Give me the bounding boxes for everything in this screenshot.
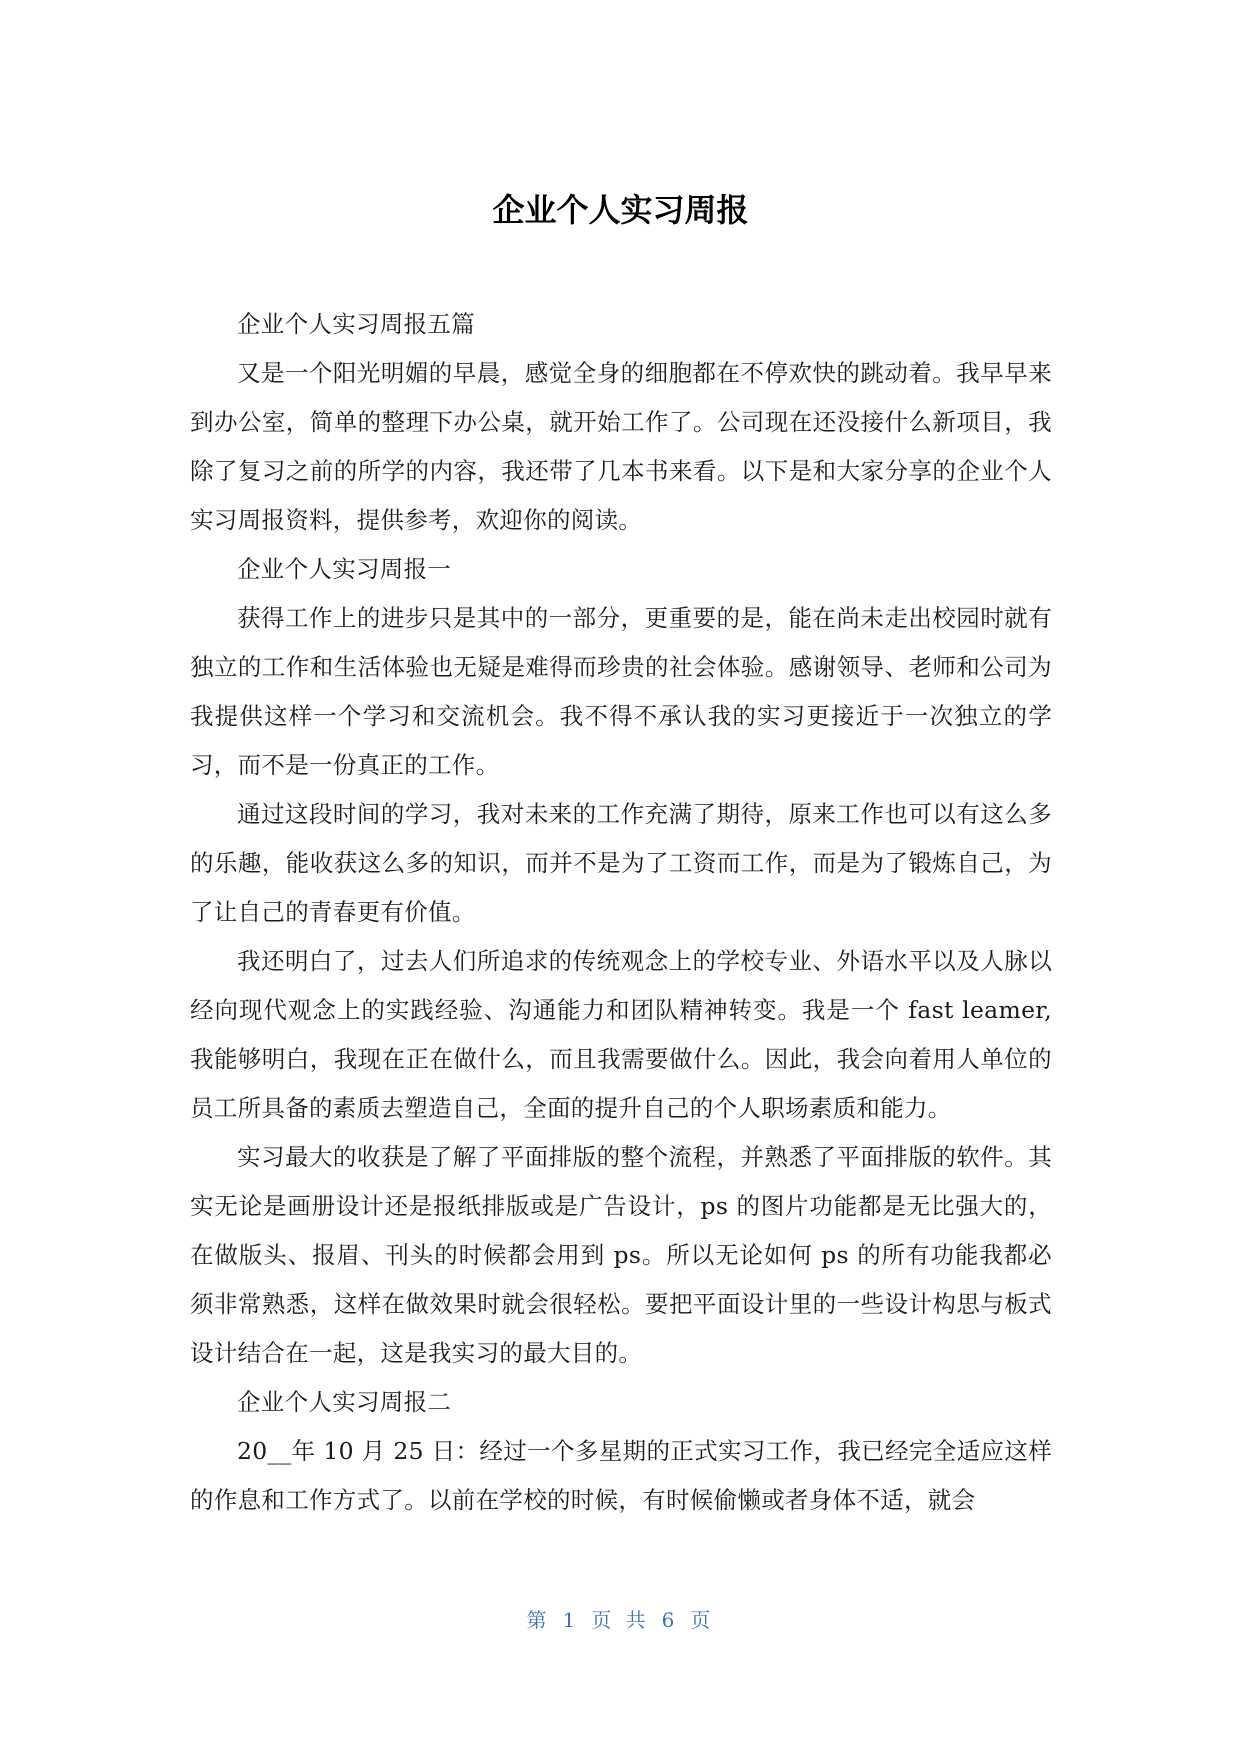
footer-total-pages: 6	[661, 1608, 679, 1632]
paragraph: 实习最大的收获是了解了平面排版的整个流程，并熟悉了平面排版的软件。其实无论是画册设计还是报纸排版或是广告设计，ps 的图片功能都是无比强大的，在做版头、报眉、刊头的时候都会用到 ps。所以无论如何 ps 的所有功能我都必须非常熟悉，这样在做效果时就会很轻松。要把平面设计里的一些设计构思与板式设计结合在一起，这是我实习的最大目的。	[190, 1143, 1052, 1367]
section-heading: 企业个人实习周报一	[237, 555, 452, 583]
paragraph: 20__年 10 月 25 日：经过一个多星期的正式实习工作，我已经完全适应这样的作息和工作方式了。以前在学校的时候，有时候偷懒或者身体不适，就会	[190, 1437, 1052, 1514]
footer-suffix: 页	[690, 1608, 715, 1632]
footer-middle: 页 共	[591, 1608, 650, 1632]
footer-prefix: 第	[526, 1608, 551, 1632]
paragraph: 通过这段时间的学习，我对未来的工作充满了期待，原来工作也可以有这么多的乐趣，能收获这么多的知识，而并不是为了工资而工作，而是为了锻炼自己，为了让自己的青春更有价值。	[190, 800, 1052, 926]
paragraph: 企业个人实习周报五篇	[237, 310, 475, 338]
paragraph: 获得工作上的进步只是其中的一部分，更重要的是，能在尚未走出校园时就有独立的工作和生活体验也无疑是难得而珍贵的社会体验。感谢领导、老师和公司为我提供这样一个学习和交流机会。我不得不承认我的实习更接近于一次独立的学习，而不是一份真正的工作。	[190, 604, 1052, 779]
section-heading: 企业个人实习周报二	[237, 1388, 452, 1416]
document-body	[190, 300, 1052, 1525]
page-title: 企业个人实习周报	[492, 191, 749, 229]
page-footer	[0, 1606, 1241, 1634]
footer-page-number: 1	[562, 1608, 580, 1632]
paragraph: 又是一个阳光明媚的早晨，感觉全身的细胞都在不停欢快的跳动着。我早早来到办公室，简单的整理下办公桌，就开始工作了。公司现在还没接什么新项目，我除了复习之前的所学的内容，我还带了几本书来看。以下是和大家分享的企业个人实习周报资料，提供参考，欢迎你的阅读。	[190, 359, 1052, 534]
paragraph: 我还明白了，过去人们所追求的传统观念上的学校专业、外语水平以及人脉以经向现代观念上的实践经验、沟通能力和团队精神转变。我是一个 fast leamer,我能够明白，我现在正在做什么，而且我需要做什么。因此，我会向着用人单位的员工所具备的素质去塑造自己，全面的提升自己的个人职场素质和能力。	[190, 947, 1052, 1122]
